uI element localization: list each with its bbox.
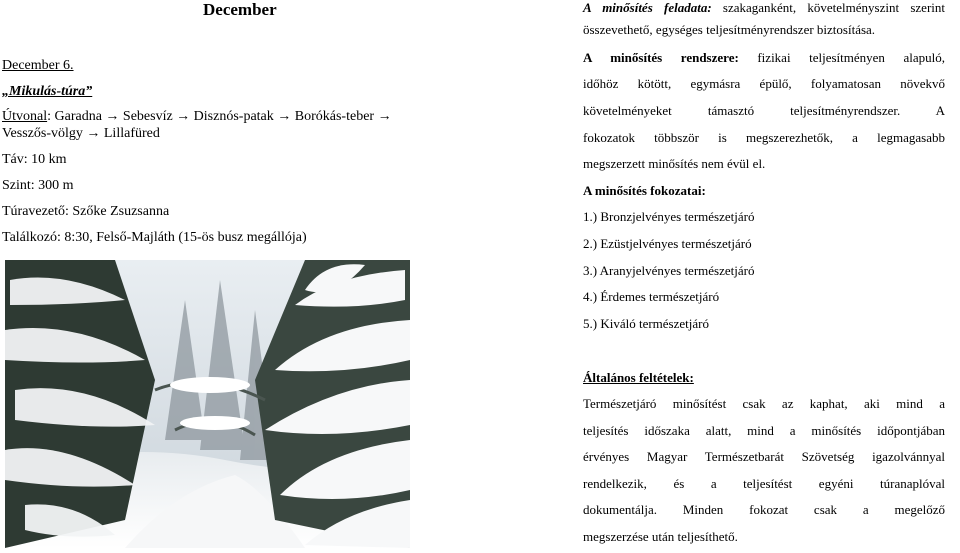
general-line: érvényes Magyar Természetbarát Szövetség igazolvánnyal: [583, 449, 945, 464]
levels-heading: A minősítés fokozatai:: [583, 183, 706, 198]
purpose-text: szakaganként, követelményszint szerint: [711, 0, 945, 15]
meeting-point: Találkozó: 8:30, Felső-Majláth (15-ös busz megállója): [2, 230, 307, 245]
purpose-line-1: [583, 0, 945, 16]
purpose-line-2: összevethető, egységes teljesítményrendszer biztosítása.: [583, 22, 876, 37]
route-line-1: [2, 109, 392, 125]
system-text: fizikai teljesítményen alapuló,: [738, 50, 946, 65]
level-item: 3.) Aranyjelvényes természetjáró: [583, 263, 755, 278]
month-title: December: [203, 0, 277, 19]
general-line: megszerzése után teljesíthető.: [583, 529, 738, 544]
system-line-3: követelményeket támasztó teljesítményrendszer. A: [583, 103, 945, 118]
route-line-2: Vesszős-völgy → Lillafüred: [2, 126, 160, 141]
system-line-1: [583, 50, 945, 66]
system-line-4: fokozatok többször is megszerezhetők, a legmagasabb: [583, 130, 945, 145]
level-item: 1.) Bronzjelvényes természetjáró: [583, 209, 755, 224]
general-line: rendelkezik, és a teljesítést egyéni túranaplóval: [583, 476, 945, 491]
route-text-1: : Garadna → Sebesvíz → Disznós-patak → Borókás-teber →: [47, 109, 392, 124]
elevation: Szint: 300 m: [2, 178, 74, 193]
level-item: 5.) Kiváló természetjáró: [583, 316, 709, 331]
route-label: Útvonal: [2, 109, 48, 124]
level-item: 2.) Ezüstjelvényes természetjáró: [583, 236, 752, 251]
system-label: A minősítés rendszere:: [583, 50, 739, 65]
event-name: „Mikulás-túra”: [2, 84, 93, 99]
purpose-label: A minősítés feladata:: [583, 0, 712, 15]
general-heading: Általános feltételek:: [583, 370, 694, 385]
system-line-2: időhöz kötött, egymásra épülő, folyamatosan növekvő: [583, 76, 945, 91]
right-column: [583, 0, 947, 553]
level-item: 4.) Érdemes természetjáró: [583, 289, 720, 304]
general-line: teljesítés időszaka alatt, mind a minősítés időpontjában: [583, 423, 945, 438]
event-date: December 6.: [2, 58, 74, 73]
distance: Táv: 10 km: [2, 152, 67, 167]
system-line-5: megszerzett minősítés nem évül el.: [583, 156, 766, 171]
tour-leader: Túravezető: Szőke Zsuzsanna: [2, 204, 170, 219]
general-line: Természetjáró minősítést csak az kaphat, aki mind a: [583, 396, 945, 411]
general-line: dokumentálja. Minden fokozat csak a megelőző: [583, 502, 945, 517]
snowy-forest-photo: [5, 260, 410, 548]
